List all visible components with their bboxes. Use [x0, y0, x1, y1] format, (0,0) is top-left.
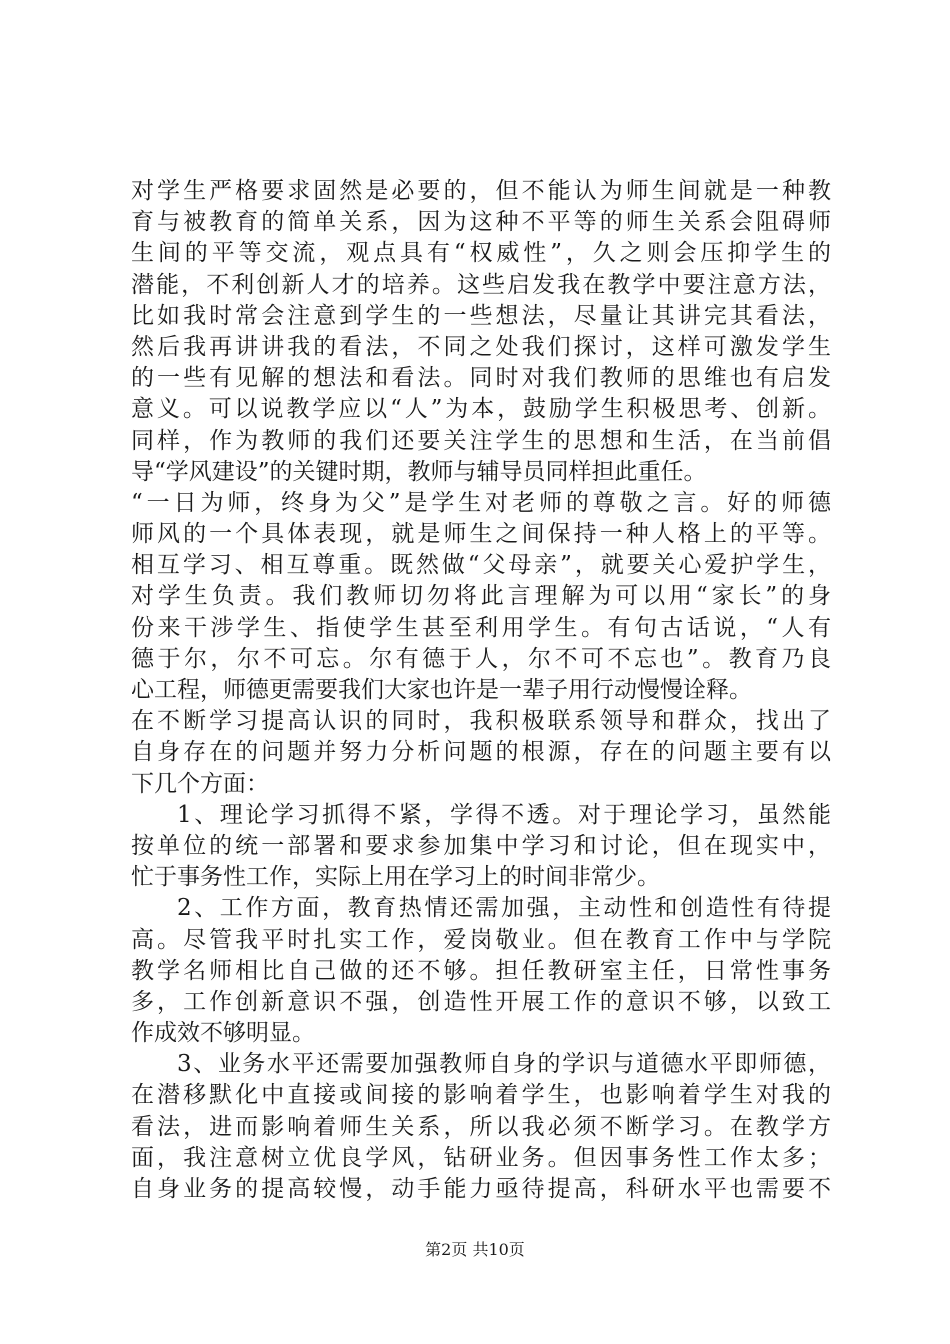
text-line: 德于尔，尔不可忘。尔有德于人，尔不可不忘也”。教育乃良	[131, 645, 831, 672]
text-line: 师风的一个具体表现，就是师生之间保持一种人格上的平等。	[131, 521, 831, 548]
text-line: 教学名师相比自己做的还不够。担任教研室主任，日常性事务	[131, 957, 831, 984]
text-line: 潜能，不利创新人才的培养。这些启发我在教学中要注意方法，	[131, 271, 831, 298]
text-line: 在不断学习提高认识的同时，我积极联系领导和群众，找出了	[131, 708, 831, 735]
text-line: 比如我时常会注意到学生的一些想法，尽量让其讲完其看法，	[131, 302, 831, 329]
text-line: 心工程，师德更需要我们大家也许是一辈子用行动慢慢诠释。	[131, 677, 752, 703]
text-line: 自身存在的问题并努力分析问题的根源，存在的问题主要有以	[131, 739, 831, 766]
text-line: 同样，作为教师的我们还要关注学生的思想和生活，在当前倡	[131, 427, 831, 454]
text-line: 忙于事务性工作，实际上用在学习上的时间非常少。	[131, 864, 660, 891]
text-line: 育与被教育的简单关系，因为这种不平等的师生关系会阻碍师	[131, 209, 831, 236]
text-line: 看法，进而影响着师生关系，所以我必须不断学习。在教学方	[131, 1113, 831, 1140]
page-footer: 第2页 共10页	[425, 1240, 525, 1259]
text-line: 下几个方面：	[131, 770, 269, 797]
text-line: 在潜移默化中直接或间接的影响着学生，也影响着学生对我的	[131, 1082, 831, 1109]
text-line: 份来干涉学生、指使学生甚至利用学生。有句古话说，“人有	[131, 614, 831, 641]
text-line: 生间的平等交流，观点具有“权威性”，久之则会压抑学生的	[131, 240, 831, 267]
text-line: 然后我再讲讲我的看法，不同之处我们探讨，这样可激发学生	[131, 333, 831, 360]
text-line: 对学生严格要求固然是必要的，但不能认为师生间就是一种教	[131, 178, 831, 204]
text-line: 的一些有见解的想法和看法。同时对我们教师的思维也有启发	[131, 365, 831, 392]
text-line: 2、工作方面，教育热情还需加强，主动性和创造性有待提	[177, 895, 831, 922]
text-line: 自身业务的提高较慢，动手能力亟待提高，科研水平也需要不	[131, 1176, 831, 1202]
text-line: 高。尽管我平时扎实工作，爱岗敬业。但在教育工作中与学院	[131, 926, 831, 953]
body-text	[131, 176, 831, 1205]
text-line: 导“学风建设”的关键时期，教师与辅导员同样担此重任。	[131, 458, 707, 485]
text-line: 按单位的统一部署和要求参加集中学习和讨论，但在现实中，	[131, 832, 831, 859]
text-line: 3、业务水平还需要加强教师自身的学识与道德水平即师德，	[177, 1051, 831, 1078]
text-line: 相互学习、相互尊重。既然做“父母亲”，就要关心爱护学生，	[131, 552, 831, 579]
text-line: “一日为师，终身为父”是学生对老师的尊敬之言。好的师德	[131, 489, 831, 516]
text-line: 对学生负责。我们教师切勿将此言理解为可以用“家长”的身	[131, 583, 831, 610]
text-line: 1、理论学习抓得不紧，学得不透。对于理论学习，虽然能	[177, 801, 831, 828]
text-line: 多，工作创新意识不强，创造性开展工作的意识不够，以致工	[131, 988, 831, 1015]
text-line: 作成效不够明显。	[131, 1020, 315, 1047]
text-line: 面，我注意树立优良学风，钻研业务。但因事务性工作太多；	[131, 1144, 831, 1171]
text-line: 意义。可以说教学应以“人”为本，鼓励学生积极思考、创新。	[131, 396, 831, 423]
